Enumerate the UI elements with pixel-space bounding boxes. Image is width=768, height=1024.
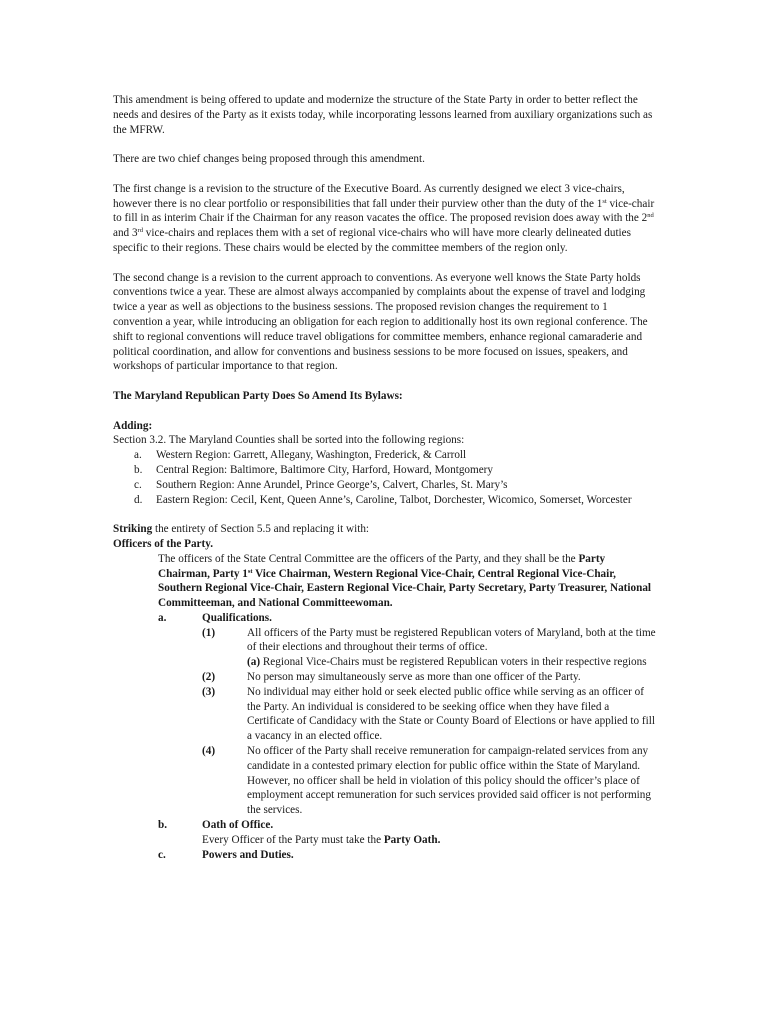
intro-paragraph-1: This amendment is being offered to update and modernize the structure of the State Party in order to better reflect the needs and desires of the Party as it exists today, while incorporating lessons learned from auxiliary organizations such as the MFRW.: [113, 94, 653, 136]
amend-heading-text: The Maryland Republican Party Does So Amend Its Bylaws:: [113, 389, 403, 402]
oath-heading: [113, 818, 658, 833]
qualifications-title: Qualifications.: [202, 611, 272, 624]
adding-label: [113, 419, 658, 434]
list-item: [113, 493, 658, 508]
note-marker: (a): [247, 656, 261, 669]
list-item: [113, 463, 658, 478]
p3-text-c: and 3: [113, 227, 138, 240]
officers-list-sup: st: [247, 567, 253, 575]
officers-list-a: Party Chairman, Party 1: [158, 552, 606, 580]
qualification-item: [113, 685, 658, 744]
p3-text-d: vice-chairs and replaces them with a set of regional vice-chairs who will have more clearly delineated duties specific to their regions. These chairs would be elected by the committee members of the region only.: [113, 227, 631, 254]
qualification-item: [113, 744, 658, 818]
section-marker: c.: [158, 848, 166, 861]
list-item: [113, 448, 658, 463]
officers-heading-text: Officers of the Party.: [113, 537, 214, 550]
region-text: Central Region: Baltimore, Baltimore City, Harford, Howard, Montgomery: [156, 463, 494, 476]
item-number: (2): [202, 671, 216, 684]
list-marker: a.: [134, 449, 142, 462]
p3-sup-2: nd: [647, 212, 654, 220]
qualification-note: [113, 655, 658, 670]
p3-sup-3: rd: [137, 227, 143, 235]
region-text: Eastern Region: Cecil, Kent, Queen Anne’s, Caroline, Talbot, Dorchester, Wicomico, Somerset, Worcester: [156, 493, 632, 506]
list-marker: c.: [134, 478, 142, 491]
oath-text: [113, 833, 658, 848]
officers-list-b: Vice Chairman, Western Regional Vice-Chair, Central Regional Vice-Chair, Southern Regional Vice-Chair, Eastern Regional Vice-Chair, Party Secretary, Party Treasurer, National Committeeman, and National Committeewoman.: [158, 567, 652, 610]
amend-heading: [113, 389, 658, 404]
intro-paragraph-4: The second change is a revision to the current approach to conventions. As everyone well knows the State Party holds conventions twice a year. These are almost always accompanied by complaints about the expense of travel and lodging twice a year as well as objections to the business sessions. The proposed revision changes the requirement to 1 convention a year, while introducing an obligation for each region to additionally host its own regional conference. The shift to regional conventions will reduce travel obligations for committee members, enhance regional camaraderie and political coordination, and allow for conventions and business sessions to be more focused on issues, speakers, and workshops of particular importance to that region.: [113, 271, 648, 373]
item-number: (3): [202, 685, 216, 698]
item-text: No person may simultaneously serve as more than one officer of the Party.: [247, 671, 581, 684]
item-text: No individual may either hold or seek elected public office while serving as an officer of the Party. An individual is considered to be seeking office when they have filed a Certificate of Candidacy with the State or County Board of Elections or have applied to fill a vacancy in an elected office.: [247, 685, 655, 743]
p3-text-b: vice-chair to fill in as interim Chair if the Chairman for any reason vacates the office. The proposed revision does away with the 2: [113, 197, 655, 225]
oath-text-plain: Every Officer of the Party must take the: [202, 833, 384, 846]
officers-paragraph: [113, 552, 658, 611]
regions-list: [113, 448, 658, 507]
oath-text-bold: Party Oath.: [383, 833, 441, 846]
powers-heading: [113, 848, 658, 863]
list-item: [113, 478, 658, 493]
intro-paragraph-3: [113, 182, 658, 256]
qualifications-heading: [113, 611, 658, 626]
section-marker: b.: [158, 819, 168, 832]
oath-title: Oath of Office.: [202, 819, 274, 832]
item-number: (4): [202, 745, 216, 758]
document-page: [113, 93, 658, 862]
intro-paragraph-2: There are two chief changes being proposed through this amendment.: [113, 153, 425, 166]
p3-sup-1: st: [602, 197, 607, 205]
note-text: Regional Vice-Chairs must be registered Republican voters in their respective regions: [260, 656, 647, 669]
list-marker: b.: [134, 463, 143, 476]
qualification-item: [113, 670, 658, 685]
p3-text-a: The first change is a revision to the structure of the Executive Board. As currently designed we elect 3 vice-chairs, however there is no clear portfolio or responsibilities that fall under their purview other than the duty of the 1: [113, 182, 625, 210]
powers-title: Powers and Duties.: [202, 848, 294, 861]
officers-heading: [113, 537, 658, 552]
striking-line: [113, 522, 658, 537]
region-text: Southern Region: Anne Arundel, Prince George’s, Calvert, Charles, St. Mary’s: [156, 478, 508, 491]
section-marker: a.: [158, 611, 167, 624]
item-text: No officer of the Party shall receive remuneration for campaign-related services from any candidate in a contested primary election for public office within the State of Maryland. However, no officer shall be held in violation of this policy should the officer’s place of employment accept remuneration for such services provided said officer is not performing the services.: [247, 745, 651, 817]
adding-label-text: Adding:: [113, 419, 153, 432]
qualification-item: [113, 626, 658, 656]
section-3-2: Section 3.2. The Maryland Counties shall be sorted into the following regions:: [113, 434, 465, 447]
officers-intro: The officers of the State Central Committee are the officers of the Party, and they shall be the: [158, 552, 576, 565]
striking-rest: the entirety of Section 5.5 and replacing it with:: [152, 523, 370, 536]
item-number: (1): [202, 626, 216, 639]
list-marker: d.: [134, 493, 143, 506]
striking-label: Striking: [113, 523, 153, 536]
item-text: All officers of the Party must be registered Republican voters of Maryland, both at the time of their elections and throughout their terms of office.: [247, 626, 656, 654]
region-text: Western Region: Garrett, Allegany, Washington, Frederick, & Carroll: [156, 449, 467, 462]
